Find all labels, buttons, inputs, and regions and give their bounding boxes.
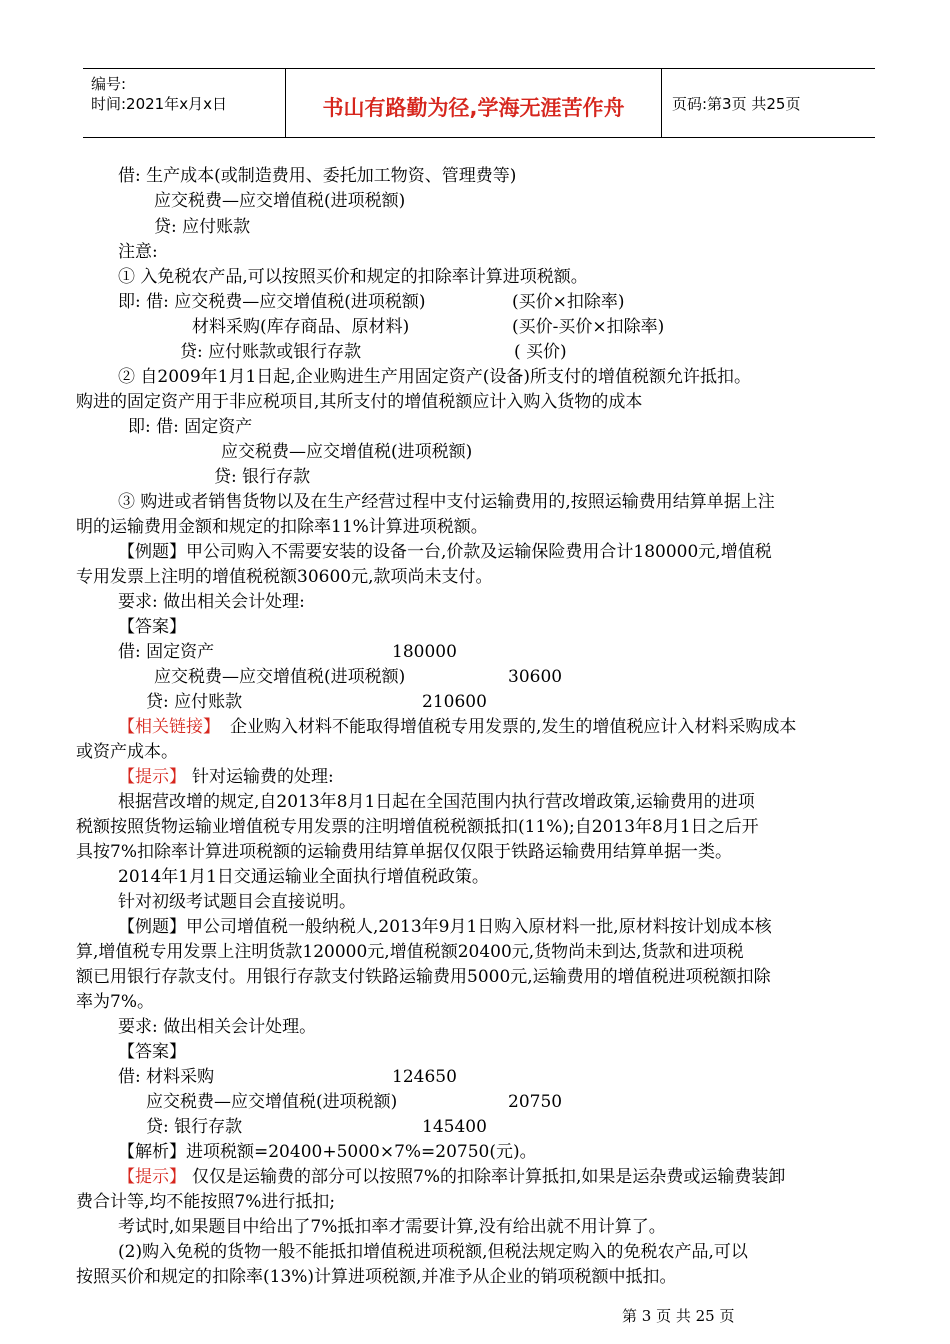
text-line: 针对初级考试题目会直接说明。	[118, 892, 356, 912]
text-line: 【例题】甲公司购入不需要安装的设备一台,价款及运输保险费用合计180000元,增值税	[118, 542, 772, 562]
text-line: 仅仅是运输费的部分可以按照7%的扣除率计算抵扣,如果是运杂费或运输费装卸	[192, 1167, 786, 1187]
text-line: 材料采购(库存商品、原材料)	[192, 317, 410, 337]
text-line: 针对运输费的处理:	[192, 767, 334, 787]
text-line: 企业购入材料不能取得增值税专用发票的,发生的增值税应计入材料采购成本	[230, 717, 797, 737]
text-line: 借: 生产成本(或制造费用、委托加工物资、管理费等)	[118, 166, 517, 186]
header-right-cell	[662, 69, 875, 137]
text-line: 应交税费—应交增值税(进项税额)	[146, 1092, 398, 1112]
text-line: ③ 购进或者销售货物以及在生产经营过程中支付运输费用的,按照运输费用结算单据上注	[118, 492, 775, 512]
text-line: 即: 借: 应交税费—应交增值税(进项税额)	[118, 292, 426, 312]
text-line: 购进的固定资产用于非应税项目,其所支付的增值税额应计入购入货物的成本	[76, 392, 643, 412]
text-line: ① 入免税农产品,可以按照买价和规定的扣除率计算进项税额。	[118, 267, 588, 287]
text-line: (买价-买价×扣除率)	[512, 317, 665, 337]
text-line: 或资产成本。	[76, 742, 178, 762]
amount-value: 145400	[422, 1117, 487, 1137]
text-line: 贷: 应付账款	[154, 217, 251, 237]
text-line: 要求: 做出相关会计处理。	[118, 1017, 317, 1037]
text-line: 应交税费—应交增值税(进项税额)	[221, 442, 473, 462]
amount-value: 210600	[422, 692, 487, 712]
text-line: 税额按照货物运输业增值税专用发票的注明增值税税额抵扣(11%);自2013年8月1日之后开	[76, 817, 759, 837]
text-line: 具按7%扣除率计算进项税额的运输费用结算单据仅仅限于铁路运输费用结算单据一类。	[76, 842, 732, 862]
amount-value: 30600	[508, 667, 563, 687]
page-header	[83, 68, 875, 138]
text-line: 贷: 应付账款	[146, 692, 243, 712]
text-line: 费合计等,均不能按照7%进行抵扣;	[76, 1192, 336, 1212]
text-line: 应交税费—应交增值税(进项税额)	[154, 191, 406, 211]
header-motto: 书山有路勤为径,学海无涯苦作舟	[322, 96, 625, 120]
text-line: ( 买价)	[514, 342, 567, 362]
document-time-label: 时间:2021年x月x日	[91, 95, 227, 113]
header-page-number: 页码:第3页 共25页	[672, 95, 801, 113]
text-line: 【例题】甲公司增值税一般纳税人,2013年9月1日购入原材料一批,原材料按计划成本核	[118, 917, 772, 937]
header-center-cell	[286, 69, 662, 137]
text-line: 额已用银行存款支付。用银行存款支付铁路运输费用5000元,运输费用的增值税进项税额扣除	[76, 967, 771, 987]
text-line: 应交税费—应交增值税(进项税额)	[154, 667, 406, 687]
text-line: 算,增值税专用发票上注明货款120000元,增值税额20400元,货物尚未到达,货款和进项税	[76, 942, 744, 962]
text-line: 贷: 银行存款	[214, 467, 311, 487]
text-line: 率为7%。	[76, 992, 154, 1012]
text-line: 贷: 应付账款或银行存款	[180, 342, 362, 362]
text-line: 【解析】进项税额=20400+5000×7%=20750(元)。	[118, 1142, 537, 1162]
text-line: 【答案】	[118, 617, 186, 637]
text-line: 【答案】	[118, 1042, 186, 1062]
text-line: 明的运输费用金额和规定的扣除率11%计算进项税额。	[76, 517, 488, 537]
text-line: 贷: 银行存款	[146, 1117, 243, 1137]
text-line: 专用发票上注明的增值税税额30600元,款项尚未支付。	[76, 567, 493, 587]
text-line: (2)购入免税的货物一般不能抵扣增值税进项税额,但税法规定购入的免税农产品,可以	[118, 1242, 748, 1262]
page-footer: 第 3 页 共 25 页	[622, 1307, 735, 1325]
text-line: 即: 借: 固定资产	[128, 417, 253, 437]
text-line: 根据营改增的规定,自2013年8月1日起在全国范围内执行营改增政策,运输费用的进项	[118, 792, 755, 812]
text-line: 要求: 做出相关会计处理:	[118, 592, 305, 612]
tip-tag: 【提示】	[118, 767, 186, 787]
text-line: (买价×扣除率)	[512, 292, 625, 312]
text-line: 按照买价和规定的扣除率(13%)计算进项税额,并准予从企业的销项税额中抵扣。	[76, 1267, 677, 1287]
text-line: 借: 材料采购	[118, 1067, 215, 1087]
amount-value: 180000	[392, 642, 457, 662]
text-line: ② 自2009年1月1日起,企业购进生产用固定资产(设备)所支付的增值税额允许抵扣。	[118, 367, 751, 387]
amount-value: 124650	[392, 1067, 457, 1087]
text-line: 借: 固定资产	[118, 642, 215, 662]
text-line: 注意:	[118, 242, 158, 262]
document-number-label: 编号:	[91, 75, 127, 93]
amount-value: 20750	[508, 1092, 563, 1112]
text-line: 考试时,如果题目中给出了7%抵扣率才需要计算,没有给出就不用计算了。	[118, 1217, 666, 1237]
related-link-tag: 【相关链接】	[118, 717, 220, 737]
header-left-cell	[83, 69, 286, 137]
text-line: 2014年1月1日交通运输业全面执行增值税政策。	[118, 867, 489, 887]
tip-tag: 【提示】	[118, 1167, 186, 1187]
